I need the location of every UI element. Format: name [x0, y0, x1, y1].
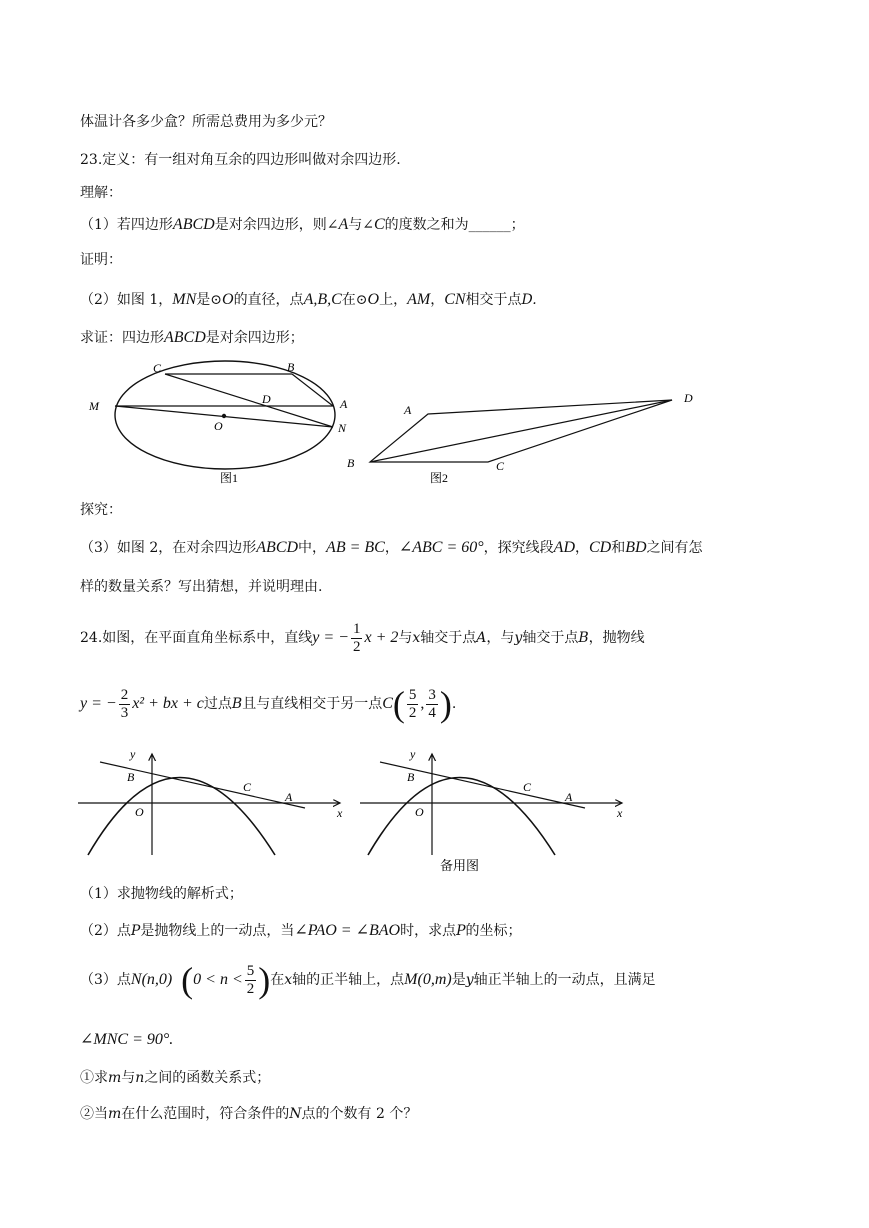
section-explore [80, 500, 122, 520]
text: 求证：四边形 [80, 330, 164, 346]
math: BD [625, 539, 647, 556]
question-24-2 [80, 921, 522, 941]
text: 轴交于点 [522, 630, 579, 646]
caption-fig1: 图1 [220, 471, 239, 485]
math: C [373, 216, 385, 233]
math: CN [444, 291, 466, 308]
text: 相交于点 [465, 292, 522, 308]
fraction [119, 687, 131, 722]
label-o: O [214, 419, 223, 433]
label-b: B [287, 360, 295, 374]
text: 轴的正半轴上，点 [292, 972, 405, 988]
paren-open: ( [392, 684, 405, 724]
text: x [284, 972, 293, 988]
text: ，与 [486, 630, 515, 646]
math: AM [407, 291, 431, 308]
label-a: A [565, 790, 573, 804]
text: ，探究线段 [483, 540, 554, 556]
question-23-3-cont [80, 577, 322, 597]
graphs [75, 745, 635, 875]
math: O [222, 291, 234, 308]
text: ， [575, 540, 589, 556]
text: （3）点 [80, 972, 131, 988]
numerator: 5 [246, 962, 255, 979]
math: x² + bx + c [132, 695, 204, 712]
label-d: D [684, 391, 693, 405]
question-24-1 [80, 884, 243, 904]
text: 证明： [80, 252, 122, 268]
math: AD [553, 539, 575, 556]
text: ①求 [80, 1070, 108, 1086]
text: ，抛物线 [588, 630, 645, 646]
math: 0 < n < [193, 971, 243, 988]
question-23-1 [80, 215, 525, 235]
segment-ba [292, 374, 333, 406]
fraction [426, 687, 438, 722]
question-23-2-prove [80, 328, 304, 348]
question-23-3 [80, 538, 703, 558]
problem-23-definition [80, 150, 401, 170]
label-c: C [243, 780, 252, 794]
text: （3）如图 2，在对余四边形 [80, 540, 257, 556]
text: N [289, 1106, 302, 1122]
text: 是抛物线上的一动点，当 [140, 923, 295, 939]
line-ab [100, 762, 305, 808]
denominator: 3 [120, 704, 129, 721]
label-a: A [404, 403, 412, 417]
label-y: y [410, 747, 416, 761]
text: 与 [398, 630, 413, 646]
text: 的度数之和为______； [384, 217, 525, 233]
text: 且与直线相交于另一点 [242, 696, 383, 712]
text: 在 [270, 972, 285, 988]
caption-fig2: 图2 [430, 471, 449, 485]
graph-backup [360, 747, 623, 873]
diagonal-bd [370, 400, 672, 462]
label-y: y [130, 747, 136, 761]
text: 与 [121, 1070, 136, 1086]
math: ∠ABC = 60° [398, 539, 484, 556]
figures-1-2 [80, 355, 720, 490]
text: 23.定义：有一组对角互余的四边形叫做对余四边形. [80, 152, 401, 168]
text: 中， [298, 540, 327, 556]
text: 是对余四边形； [205, 330, 304, 346]
question-24-3-a [80, 1068, 270, 1088]
numerator: 3 [428, 686, 436, 703]
question-24-3 [80, 958, 656, 1002]
math: AB = BC [326, 539, 385, 556]
text: 样的数量关系？写出猜想，并说明理由. [80, 579, 323, 595]
text: 的坐标； [465, 923, 522, 939]
denominator: 4 [428, 704, 436, 721]
text: 时，求点 [400, 923, 457, 939]
label-o: O [415, 805, 424, 819]
text: P [456, 923, 466, 939]
text: 轴正半轴上的一动点，且满足 [473, 972, 656, 988]
text: m [108, 1106, 122, 1122]
math: ABCD [256, 539, 299, 556]
label-x: x [337, 806, 343, 820]
text: （1）若四边形 [80, 217, 173, 233]
label-b: B [407, 770, 415, 784]
text: B [231, 696, 243, 712]
problem-24-parabola [80, 684, 456, 724]
paren-open: ( [181, 960, 194, 1000]
math: ∠MNC = 90°. [80, 1031, 174, 1048]
text: n [135, 1070, 145, 1086]
text: 过点 [203, 696, 232, 712]
math: MN [172, 291, 197, 308]
fraction [351, 621, 363, 656]
label-c: C [496, 459, 505, 473]
math: C [382, 695, 393, 712]
math: M(0,m) [404, 971, 452, 988]
text: x [412, 630, 421, 646]
label-b: B [127, 770, 135, 784]
text: ， [384, 540, 399, 556]
denominator: 2 [408, 704, 417, 721]
numerator: 1 [352, 620, 361, 637]
fraction [245, 963, 257, 998]
math: N(n,0) [130, 971, 173, 988]
question-24-3-cond [80, 1030, 173, 1050]
text: 体温计各多少盒？所需总费用为多少元？ [80, 114, 332, 130]
math: y = − [80, 695, 117, 712]
numerator: 2 [120, 686, 129, 703]
text: P [130, 923, 141, 939]
text: . [451, 696, 457, 712]
text: 在什么范围时，符合条件的 [121, 1106, 290, 1122]
figure-1 [88, 360, 348, 485]
label-m: M [89, 399, 99, 413]
text: ， [430, 292, 445, 308]
label-a: A [340, 397, 348, 411]
text: 和 [611, 540, 626, 556]
section-proof [80, 250, 122, 270]
text: （2）如图 1， [80, 292, 173, 308]
text: 探究： [80, 502, 122, 518]
numerator: 5 [408, 686, 417, 703]
comma: , [420, 695, 425, 712]
text: y [514, 630, 523, 646]
text: 上， [379, 292, 408, 308]
text: 是对余四边形，则∠ [214, 217, 339, 233]
text: m [108, 1070, 122, 1086]
center-dot [222, 414, 226, 418]
problem-24 [80, 618, 645, 658]
figure-2 [347, 391, 693, 485]
text: 是 [451, 972, 466, 988]
label-o: O [135, 805, 144, 819]
math: ABCD [164, 329, 206, 346]
label-b: B [347, 456, 355, 470]
text: B [578, 630, 589, 646]
text: 点的个数有 2 个？ [301, 1106, 418, 1122]
text: 是⊙ [196, 292, 222, 308]
math: O [367, 291, 380, 308]
fraction [407, 687, 419, 722]
text: 24.如图，在平面直角坐标系中，直线 [80, 630, 313, 646]
label-n: N [338, 421, 347, 435]
text: （1）求抛物线的解析式； [80, 886, 243, 902]
text: 轴交于点 [420, 630, 477, 646]
math: ABCD [172, 216, 215, 233]
text: 在⊙ [341, 292, 368, 308]
math: y = − [312, 629, 349, 646]
text: A [476, 630, 487, 646]
denominator: 2 [246, 980, 255, 997]
text: 之间有怎 [646, 540, 703, 556]
section-understand [80, 183, 122, 203]
text: 之间的函数关系式； [144, 1070, 271, 1086]
question-23-2 [80, 290, 537, 310]
label-c: C [153, 361, 162, 375]
label-a: A [285, 790, 293, 804]
label-x: x [617, 806, 623, 820]
graph-main [78, 747, 343, 855]
text: 与∠ [348, 217, 374, 233]
label-c: C [523, 780, 532, 794]
text: ②当 [80, 1106, 108, 1122]
caption-backup: 备用图 [440, 858, 480, 873]
denominator: 2 [352, 638, 361, 655]
text: D. [521, 292, 537, 308]
line-ab [380, 762, 585, 808]
text: 的直径，点 [233, 292, 304, 308]
text-line-1 [80, 112, 332, 132]
math: A,B,C [303, 291, 342, 308]
text: （2）点 [80, 923, 131, 939]
math: x + 2 [364, 629, 399, 646]
text: 理解： [80, 185, 122, 201]
label-d: D [262, 392, 271, 406]
text: y [465, 972, 474, 988]
math: ∠PAO = ∠BAO [294, 922, 401, 939]
math: A [338, 216, 349, 233]
math: CD [589, 539, 612, 556]
question-24-3-b [80, 1104, 417, 1124]
paren-close: ) [258, 960, 271, 1000]
paren-close: ) [439, 684, 452, 724]
